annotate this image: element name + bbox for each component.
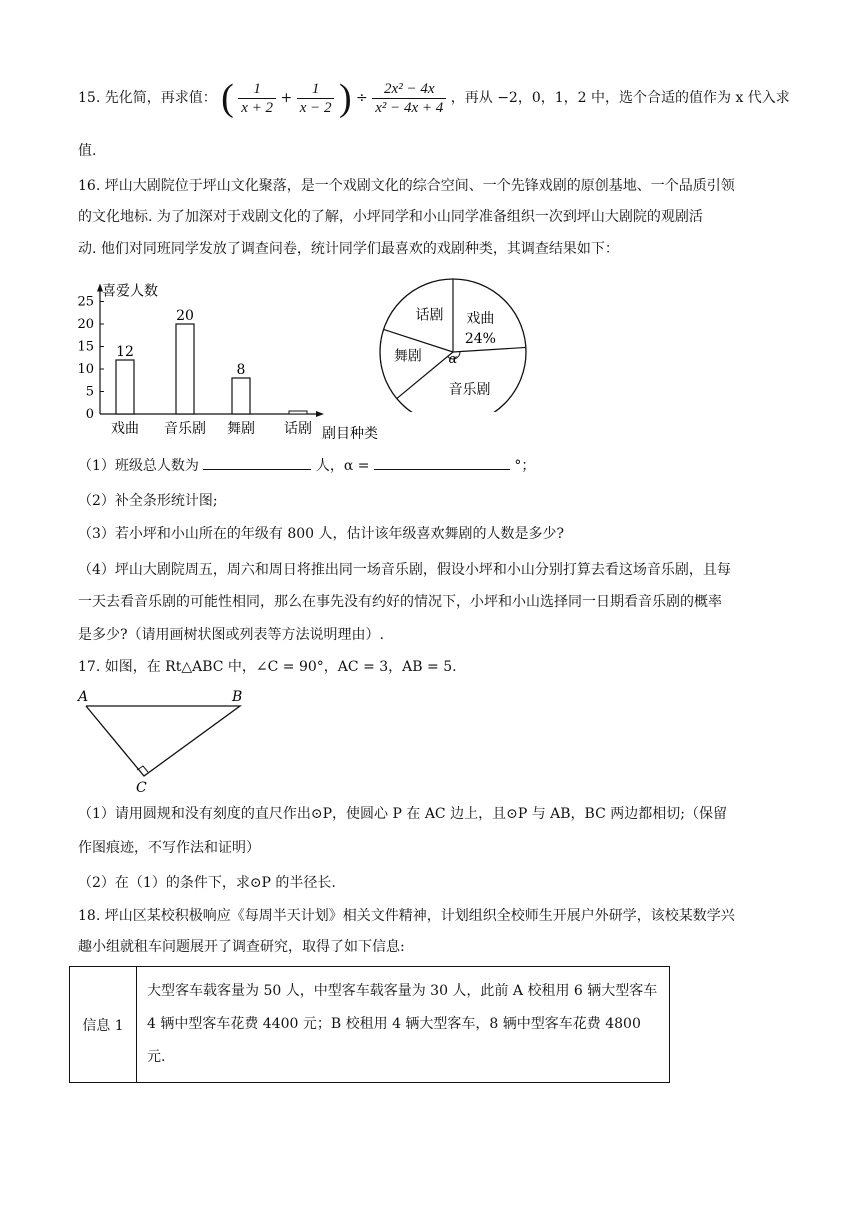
- q16-sub1: （1）班级总人数为 人，α = °；: [78, 455, 535, 476]
- y-tick-label: 0: [85, 407, 94, 422]
- q16-line1: 16. 坪山大剧院位于坪山文化聚落，是一个戏剧文化的综合空间、一个先锋戏剧的原创基地、一个品质引领: [78, 178, 735, 194]
- bar-舞剧: [232, 378, 250, 414]
- q15-suffix: ，再从 −2，0，1，2 中，选个合适的值作为 x 代入求: [450, 90, 790, 106]
- q16-line2: 的文化地标. 为了加深对于戏剧文化的了解，小坪同学和小山同学准备组织一次到坪山大剧院的观剧活: [78, 209, 703, 225]
- info-table-header: 信息 1: [70, 967, 137, 1083]
- q18-line2: 趣小组就租车问题展开了调查研究，取得了如下信息:: [78, 939, 405, 955]
- q17-sub1-l2: 作图痕迹，不写作法和证明）: [78, 840, 260, 856]
- triangle-abc-figure: [74, 686, 254, 798]
- vertex-c-label: C: [136, 780, 147, 796]
- vertex-b-label: B: [232, 689, 243, 705]
- q15-line: 15. 先化简，再求值： ( $\frac{1}{x + 2}$ + $\frac{1}{x - 2}$ ) ÷ $\frac{\text{2x² − 4x}}{\text{x² − 4x + 4}}$ ，再从 −2，0，1，2 中，选个合适的值作为 x 代入求: [78, 77, 790, 119]
- q17-sub2: （2）在（1）的条件下，求⊙P 的半径长.: [78, 875, 336, 891]
- x-axis-arrow: [316, 411, 324, 417]
- bar-音乐剧: [176, 324, 194, 414]
- x-tick-label: 舞剧: [227, 421, 255, 437]
- vertex-a-label: A: [78, 689, 89, 705]
- q16-sub3: （3）若小坪和小山所在的年级有 800 人，估计该年级喜欢舞剧的人数是多少?: [78, 526, 565, 542]
- q15-prefix: 先化简，再求值：: [104, 90, 217, 106]
- y-axis-label: 喜爱人数: [102, 283, 158, 300]
- q15-frac1: $\frac{1}{x + 2}$: [238, 80, 276, 117]
- data-label: 12: [116, 344, 134, 360]
- y-tick-label: 10: [77, 362, 94, 377]
- q15-number: 15.: [78, 90, 101, 106]
- info-table-body: 大型客车载客量为 50 人，中型客车载客量为 30 人，此前 A 校租用 6 辆大型客车 4 辆中型客车花费 4400 元；B 校租用 4 辆大型客车，8 辆中型客车花费 4800 元.: [137, 967, 670, 1083]
- x-axis-label: 剧目种类: [322, 426, 378, 442]
- q16-sub2: （2）补全条形统计图;: [78, 493, 218, 509]
- data-label: 8: [236, 362, 246, 378]
- y-tick-label: 5: [85, 384, 94, 400]
- answer-blank-total[interactable]: [203, 455, 311, 470]
- q16-sub4-l1: （4）坪山大剧院周五，周六和周日将推出同一场音乐剧，假设小坪和小山分别打算去看这场音乐剧，且每: [78, 562, 731, 578]
- q16-line3: 动. 他们对同班同学发放了调查问卷，统计同学们最喜欢的戏剧种类，其调查结果如下：: [78, 241, 619, 257]
- data-label: 20: [176, 308, 194, 324]
- pie-percent-xiqu: 24%: [464, 330, 496, 347]
- q16-sub4-l2: 一天去看音乐剧的可能性相同，那么在事先没有约好的情况下，小坪和小山选择同一日期看音乐剧的概率: [78, 594, 722, 610]
- x-tick-label: 戏曲: [111, 421, 139, 437]
- bar-chart: [70, 275, 390, 445]
- y-tick-label: 15: [77, 339, 94, 355]
- bar-placeholder-话剧: [289, 411, 307, 414]
- y-tick-label: 20: [77, 317, 94, 332]
- y-tick-label: 25: [77, 294, 94, 310]
- q18-line1: 18. 坪山区某校积极响应《每周半天计划》相关文件精神，计划组织全校师生开展户外研学，该校某数学兴: [78, 908, 735, 924]
- x-tick-label: 话剧: [284, 421, 312, 437]
- pie-chart: [370, 272, 540, 412]
- pie-alpha-label: α: [448, 351, 458, 367]
- q15-line2: 值.: [78, 143, 97, 159]
- q15-frac3: $\frac{\text{2x² − 4x}}{\text{x² − 4x + 4}}$: [372, 80, 446, 117]
- info-table: [69, 966, 670, 1083]
- pie-label-huaju: 话剧: [415, 307, 444, 324]
- pie-label-xiqu: 戏曲: [466, 310, 495, 327]
- q17-sub1-l1: （1）请用圆规和没有刻度的直尺作出⊙P，使圆心 P 在 AC 边上，且⊙P 与 AB，BC 两边都相切;（保留: [78, 806, 727, 822]
- pie-label-wuju: 舞剧: [393, 348, 422, 365]
- table-row: [70, 967, 670, 1083]
- q17-line1: 17. 如图，在 Rt△ABC 中，∠C = 90°，AC = 3，AB = 5.: [78, 659, 457, 675]
- answer-blank-alpha[interactable]: [374, 455, 510, 470]
- x-tick-label: 音乐剧: [164, 421, 206, 437]
- pie-label-yinyueju: 音乐剧: [448, 381, 491, 398]
- q15-frac2: $\frac{1}{x - 2}$: [297, 80, 335, 117]
- q16-sub4-l3: 是多少?（请用画树状图或列表等方法说明理由）.: [78, 627, 384, 643]
- bar-戏曲: [116, 360, 134, 414]
